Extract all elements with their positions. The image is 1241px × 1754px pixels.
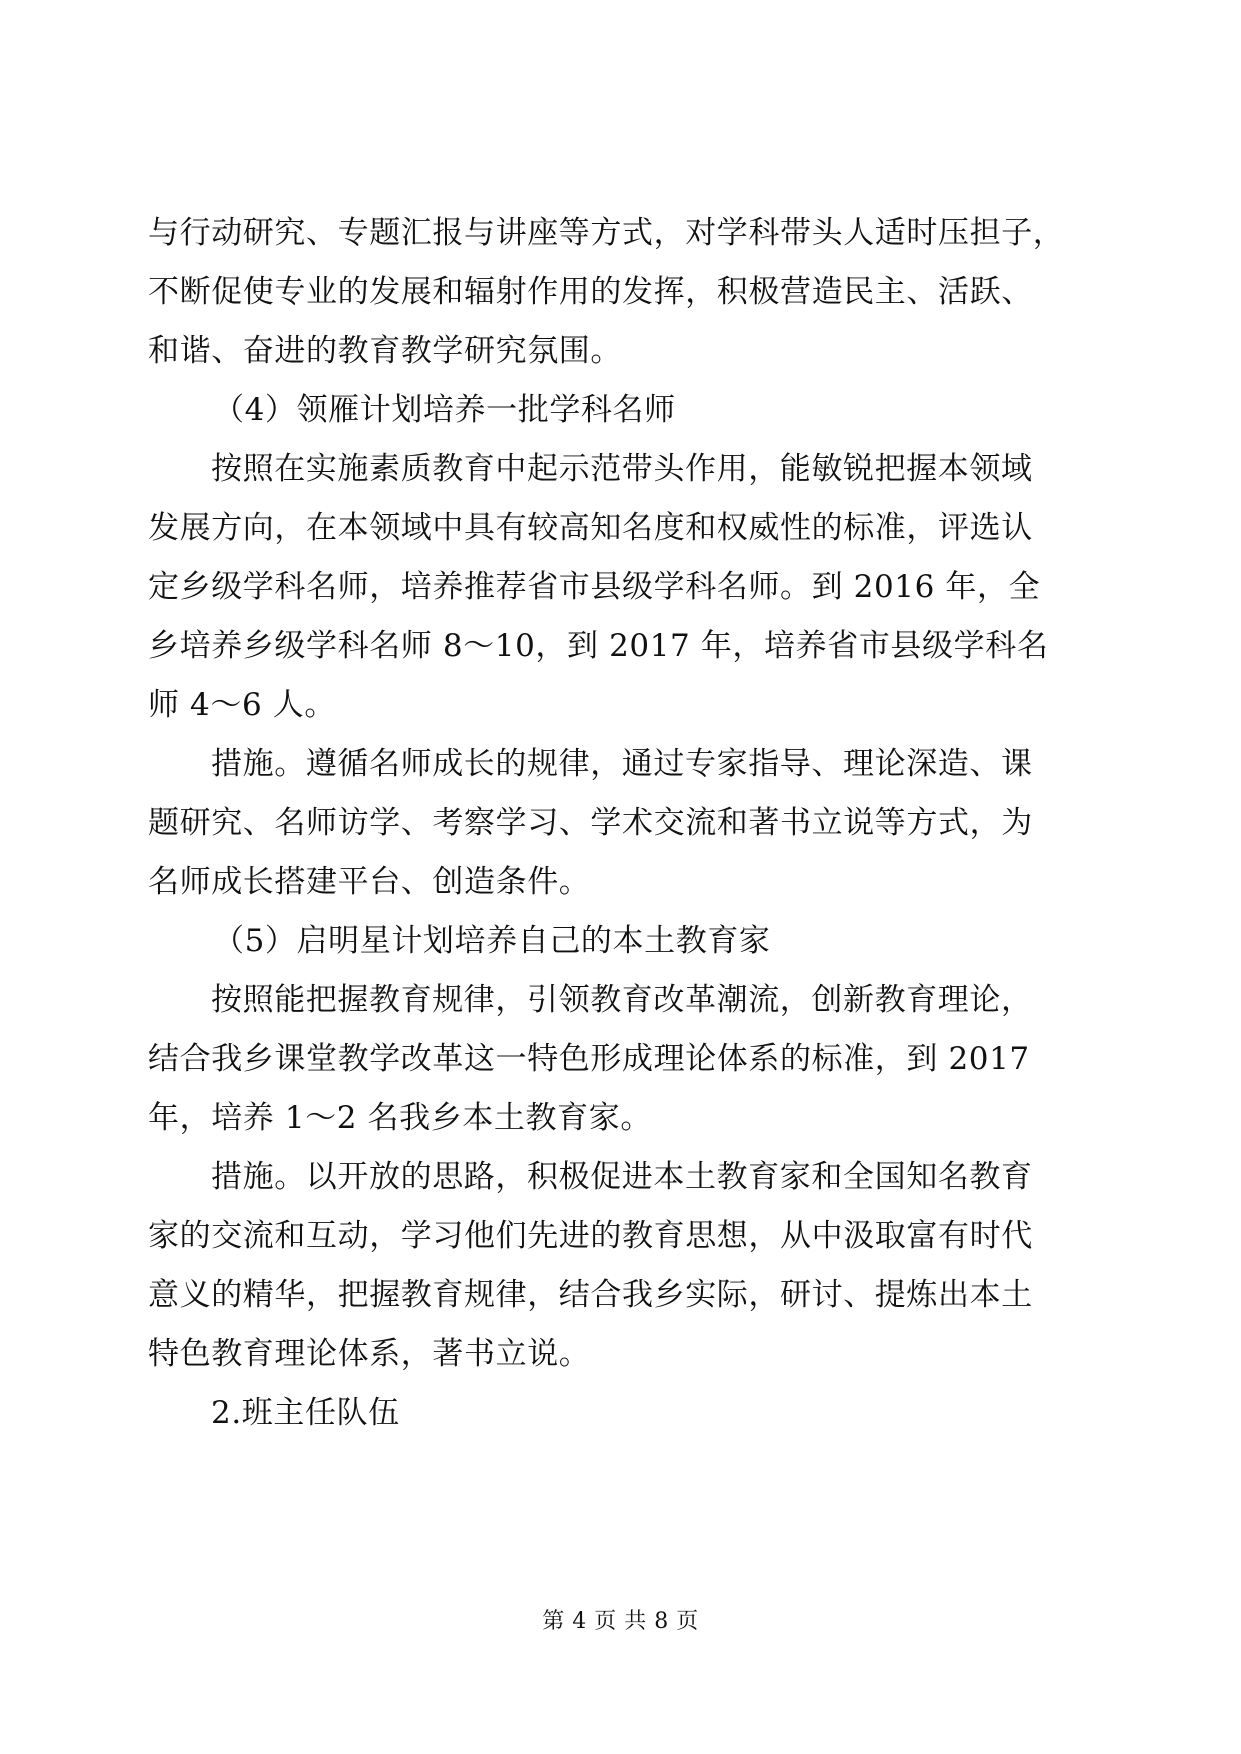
body-line: 按照在实施素质教育中起示范带头作用，能敏锐把握本领域 bbox=[211, 451, 1033, 487]
body-line: 定乡级学科名师，培养推荐省市县级学科名师。到 2016 年，全 bbox=[148, 569, 1041, 605]
section-heading: （5）启明星计划培养自己的本土教育家 bbox=[213, 923, 771, 959]
body-line: 和谐、奋进的教育教学研究氛围。 bbox=[148, 333, 622, 369]
section-heading: （4）领雁计划培养一批学科名师 bbox=[213, 392, 676, 428]
body-line: 发展方向，在本领域中具有较高知名度和权威性的标准，评选认 bbox=[148, 510, 1033, 546]
body-line: 题研究、名师访学、考察学习、学术交流和著书立说等方式，为 bbox=[148, 805, 1033, 841]
body-line: 名师成长搭建平台、创造条件。 bbox=[148, 864, 591, 900]
body-line: 措施。遵循名师成长的规律，通过专家指导、理论深造、课 bbox=[211, 746, 1033, 782]
body-line: 结合我乡课堂教学改革这一特色形成理论体系的标准，到 2017 bbox=[148, 1041, 1030, 1077]
body-line: 措施。以开放的思路，积极促进本土教育家和全国知名教育 bbox=[211, 1159, 1033, 1195]
body-line: 不断促使专业的发展和辐射作用的发挥，积极营造民主、活跃、 bbox=[148, 274, 1033, 310]
body-line: 师 4～6 人。 bbox=[148, 687, 336, 723]
body-line: 特色教育理论体系，著书立说。 bbox=[148, 1336, 591, 1372]
page-footer: 第 4 页 共 8 页 bbox=[542, 1609, 699, 1634]
body-line: 按照能把握教育规律，引领教育改革潮流，创新教育理论， bbox=[211, 982, 1033, 1018]
body-line: 年，培养 1～2 名我乡本土教育家。 bbox=[148, 1100, 652, 1136]
body-line: 家的交流和互动，学习他们先进的教育思想，从中汲取富有时代 bbox=[148, 1218, 1033, 1254]
body-line: 意义的精华，把握教育规律，结合我乡实际，研讨、提炼出本土 bbox=[148, 1277, 1033, 1313]
body-line: 乡培养乡级学科名师 8～10，到 2017 年，培养省市县级学科名 bbox=[148, 628, 1049, 664]
section-heading: 2.班主任队伍 bbox=[211, 1395, 400, 1431]
body-line: 与行动研究、专题汇报与讲座等方式，对学科带头人适时压担子， bbox=[148, 215, 1065, 251]
